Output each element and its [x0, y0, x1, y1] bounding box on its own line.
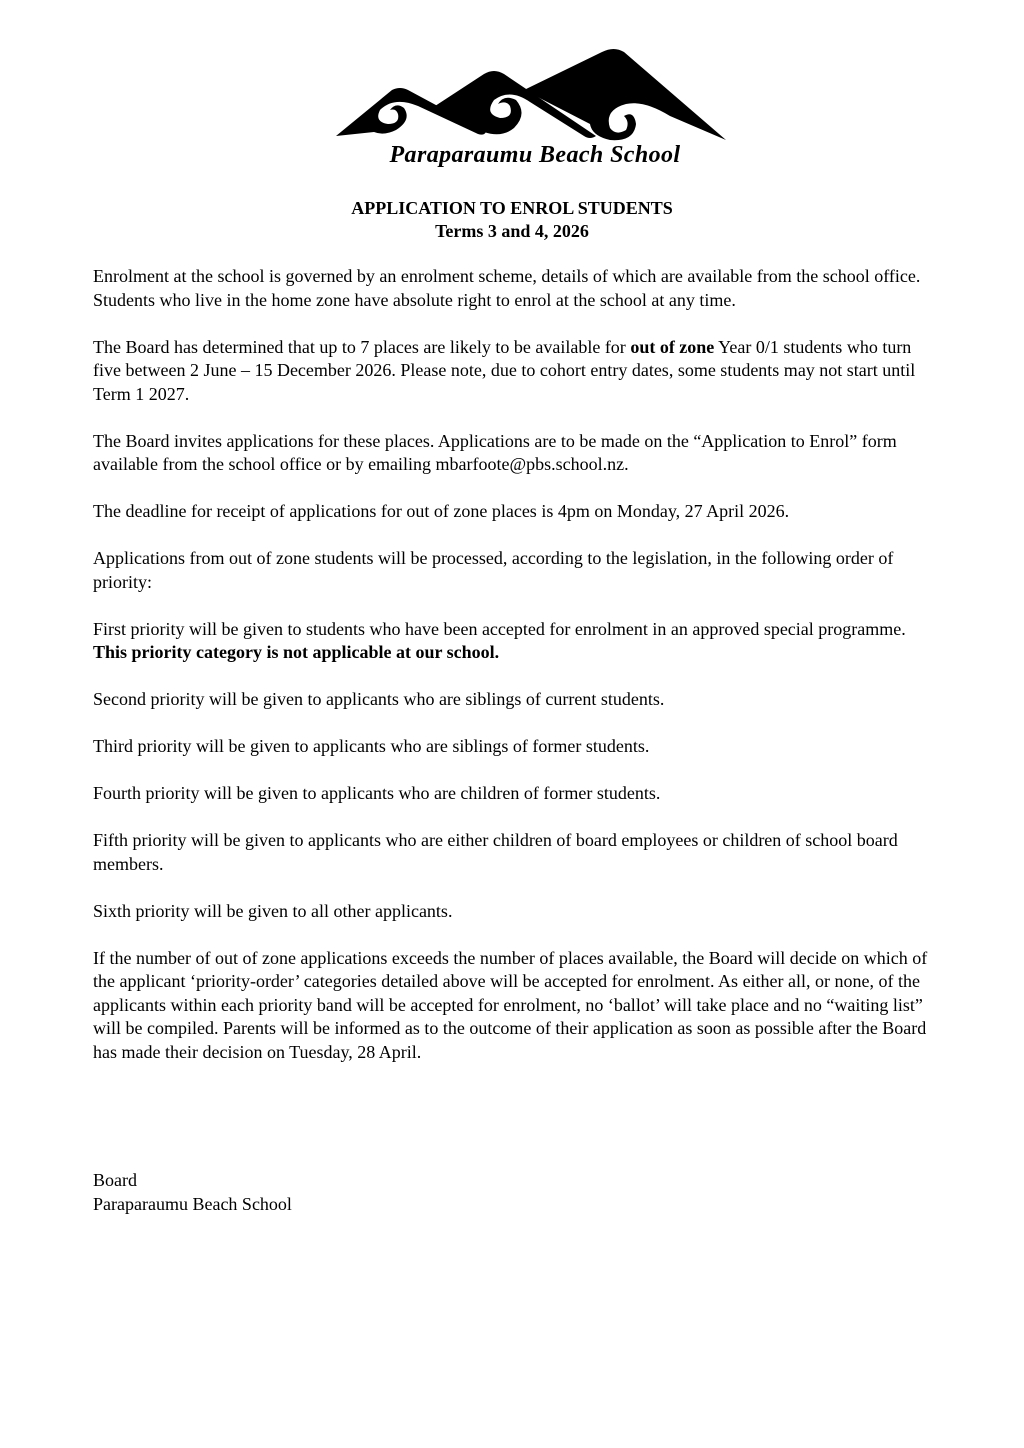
paragraph-oversubscription: If the number of out of zone applications exceeds the number of places available, the Board will decide on which of the applicant ‘priority-order’ categories detailed above will be accepted for enrolment. As either all, or none, of the applicants within each priority band will be accepted for enrolment, no ‘ballot’ will take place and no “waiting list” will be compiled. Parents will be informed as to the outcome of their application as soon as possible after the Board has made their decision on Tuesday, 28 April. [93, 947, 928, 1062]
paragraph-sixth-priority: Sixth priority will be given to all other applicants. [93, 900, 453, 921]
signature-line-board: Board [93, 1170, 137, 1190]
document-body [93, 265, 933, 1088]
paragraph-fifth-priority: Fifth priority will be given to applicants who are either children of board employees or children of school board members. [93, 830, 898, 874]
page-subtitle: Terms 3 and 4, 2026 [435, 221, 589, 241]
paragraph-fourth-priority: Fourth priority will be given to applicants who are children of former students. [93, 783, 661, 803]
school-logo [334, 44, 728, 176]
logo-school-name: Paraparaumu Beach School [389, 142, 681, 168]
text-span: Year 0/1 students who turn five between 2 June – 15 December 2026. Please note, due to cohort entry dates, some students may not start until Term 1 2027. [93, 336, 916, 404]
paragraph-enrolment-scheme: Enrolment at the school is governed by an enrolment scheme, details of which are available from the school office. Students who live in the home zone have absolute right to enrol at the school at any time. [93, 266, 921, 310]
page-title: APPLICATION TO ENROL STUDENTS [351, 198, 673, 218]
paragraph-places-available [93, 336, 933, 407]
text-span: The Board has determined that up to 7 places are likely to be available for [93, 336, 631, 357]
signature-line-school: Paraparaumu Beach School [93, 1194, 292, 1214]
bold-out-of-zone: out of zone [630, 336, 715, 357]
paragraph-invites-applications: The Board invites applications for these places. Applications are to be made on the “Application to Enrol” form available from the school office or by emailing mbarfoote@pbs.school.nz. [93, 430, 897, 474]
paragraph-first-priority [93, 618, 933, 665]
paragraph-second-priority: Second priority will be given to applicants who are siblings of current students. [93, 689, 665, 709]
bold-not-applicable: This priority category is not applicable at our school. [93, 642, 500, 662]
paragraph-deadline: The deadline for receipt of applications for out of zone places is 4pm on Monday, 27 April 2026. [93, 501, 790, 521]
paragraph-processing-order: Applications from out of zone students will be processed, according to the legislation, in the following order of priority: [93, 548, 894, 592]
signature-block [93, 1168, 292, 1216]
paragraph-third-priority: Third priority will be given to applicants who are siblings of former students. [93, 736, 650, 756]
document-header [0, 197, 1024, 243]
mountain-wave-icon [334, 44, 728, 144]
text-span: First priority will be given to students who have been accepted for enrolment in an approved special programme. [93, 618, 906, 639]
